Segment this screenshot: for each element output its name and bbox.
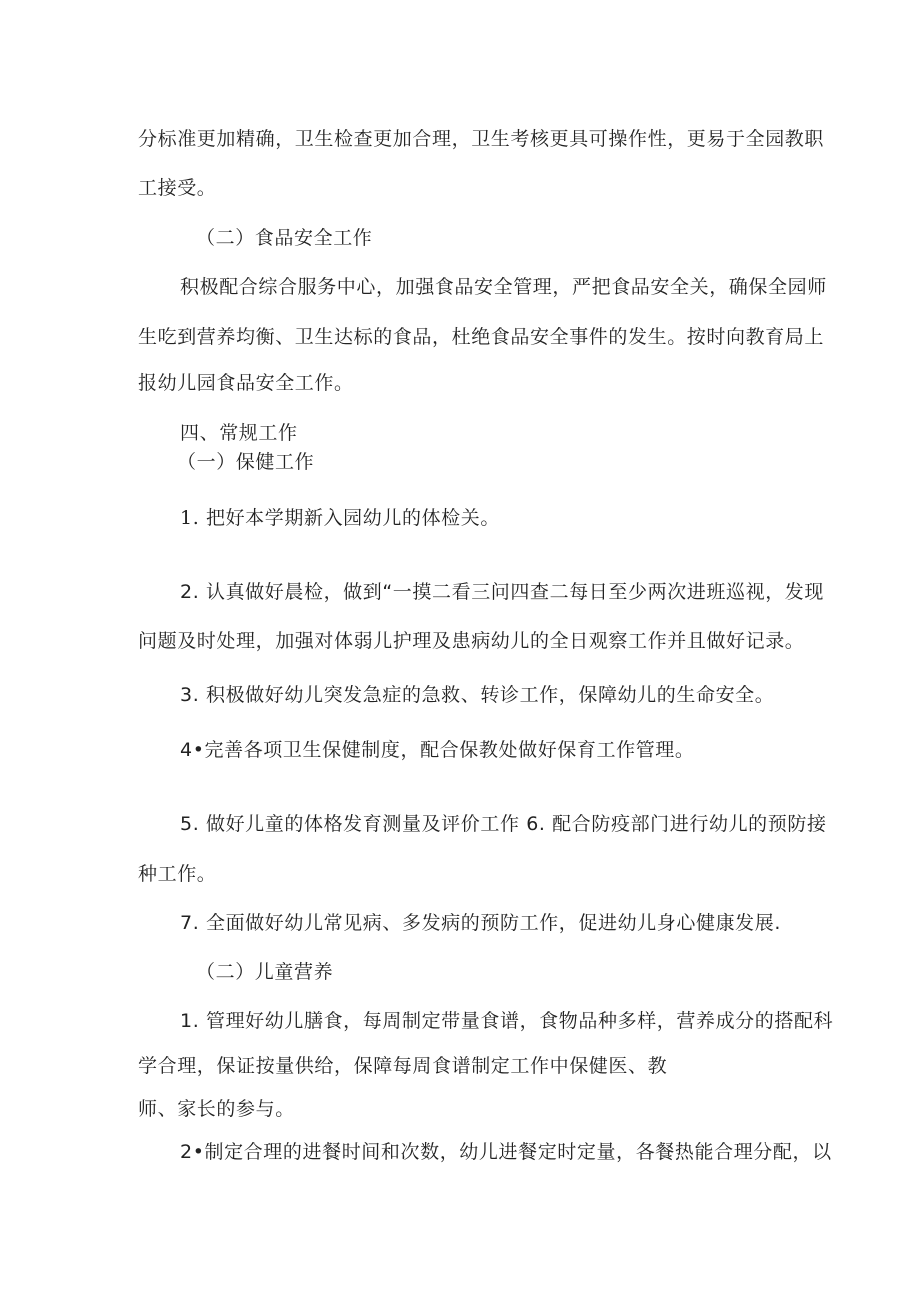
list-item: 2•制定合理的进餐时间和次数，幼儿进餐定时定量，各餐热能合理分配，以: [180, 1141, 832, 1163]
paragraph-line: 学合理，保证按量供给，保障每周食谱制定工作中保健医、教: [138, 1055, 668, 1077]
paragraph-line: 积极配合综合服务中心，加强食品安全管理，严把食品安全关，确保全园师: [180, 276, 827, 298]
list-item: 7. 全面做好幼儿常见病、多发病的预防工作，促进幼儿身心健康发展.: [180, 912, 782, 934]
list-item: 1. 管理好幼儿膳食，每周制定带量食谱，食物品种多样，营养成分的搭配科: [180, 1010, 834, 1032]
paragraph-line: 种工作。: [138, 863, 217, 885]
paragraph-line: 分标准更加精确，卫生检查更加合理，卫生考核更具可操作性，更易于全园教职: [138, 128, 825, 150]
paragraph-line: 问题及时处理，加强对体弱儿护理及患病幼儿的全日观察工作并且做好记录。: [138, 630, 805, 652]
section-heading: （二）儿童营养: [196, 961, 334, 983]
paragraph-line: 工接受。: [138, 177, 217, 199]
list-item: 5. 做好儿童的体格发育测量及评价工作 6. 配合防疫部门进行幼儿的预防接: [180, 813, 827, 835]
list-item: 1. 把好本学期新入园幼儿的体检关。: [180, 507, 500, 529]
section-heading: （一）保健工作: [177, 451, 315, 473]
section-heading: （二）食品安全工作: [196, 227, 373, 249]
section-heading: 四、常规工作: [180, 422, 298, 444]
paragraph-line: 报幼儿园食品安全工作。: [138, 372, 354, 394]
list-item: 2. 认真做好晨检，做到“一摸二看三问四查二每日至少两次进班巡视，发现: [180, 581, 825, 603]
paragraph-line: 师、家长的参与。: [138, 1098, 295, 1120]
paragraph-line: 生吃到营养均衡、卫生达标的食品，杜绝食品安全事件的发生。按时向教育局上: [138, 326, 825, 348]
list-item: 4•完善各项卫生保健制度，配合保教处做好保育工作管理。: [180, 739, 695, 761]
list-item: 3. 积极做好幼儿突发急症的急救、转诊工作，保障幼儿的生命安全。: [180, 684, 775, 706]
